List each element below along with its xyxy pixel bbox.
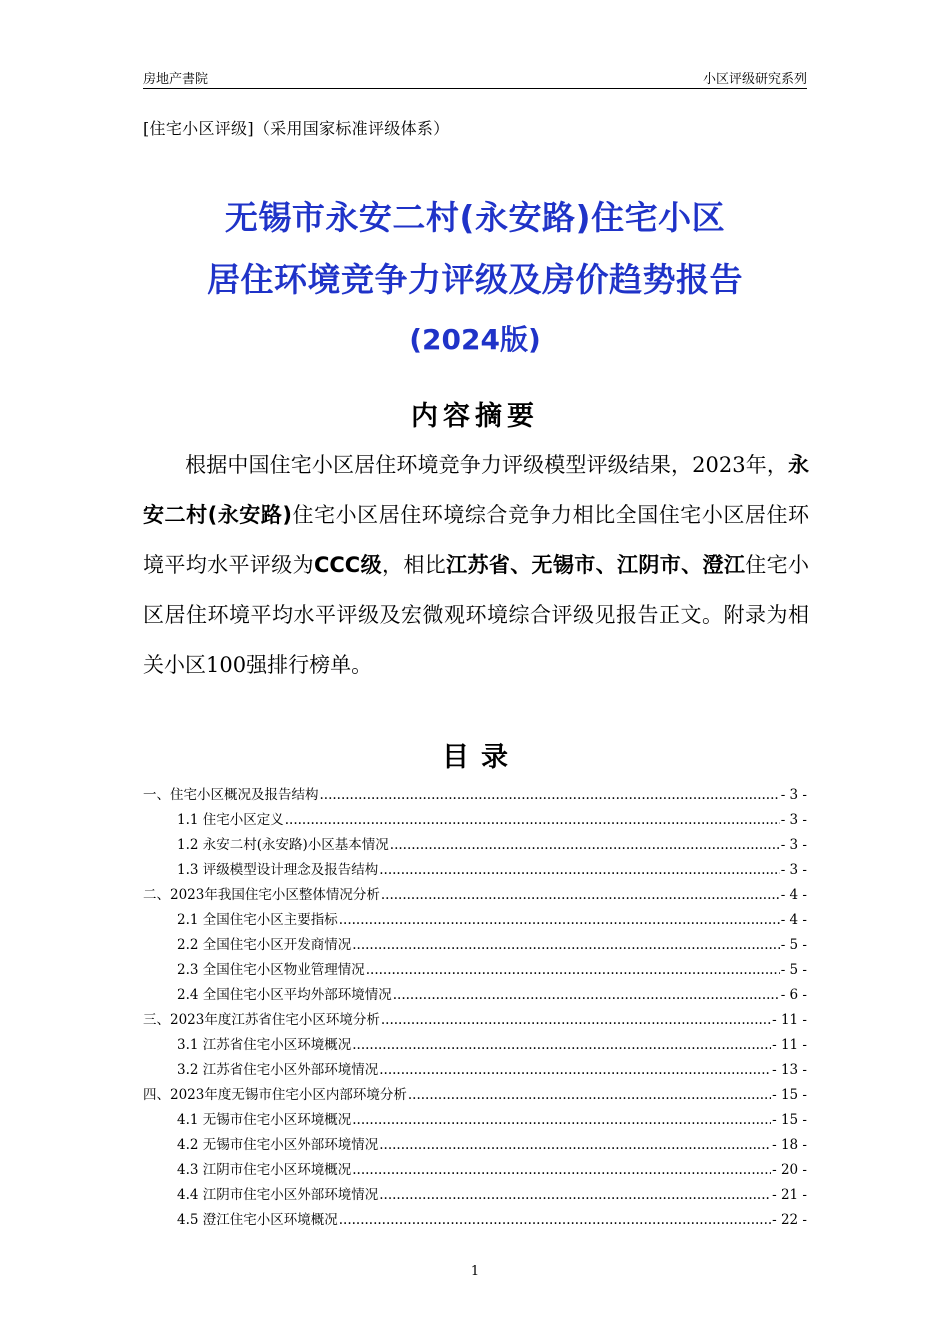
toc-entry[interactable]	[143, 1158, 807, 1183]
toc-entry-label: 4.4 江阴市住宅小区外部环境情况	[177, 1187, 379, 1203]
toc-entry-page: - 15 -	[772, 1112, 807, 1128]
toc-leader-dots	[379, 862, 779, 878]
toc-entry-label: 1.2 永安二村(永安路)小区基本情况	[177, 837, 389, 853]
toc-entry-label: 1.3 评级模型设计理念及报告结构	[177, 862, 379, 878]
toc-entry-page: - 3 -	[780, 812, 807, 828]
header-publisher: 房地产書院	[143, 72, 209, 87]
toc-entry-page: - 3 -	[780, 837, 807, 853]
toc-entry[interactable]	[143, 908, 807, 933]
toc-entry[interactable]	[143, 1183, 807, 1208]
toc-leader-dots	[352, 1112, 771, 1128]
toc-leader-dots	[379, 1137, 771, 1153]
toc-entry-label: 1.1 住宅小区定义	[177, 812, 284, 828]
toc-entry[interactable]	[143, 1008, 807, 1033]
toc-leader-dots	[366, 962, 780, 978]
toc-entry-label: 4.1 无锡市住宅小区环境概况	[177, 1112, 352, 1128]
toc-leader-dots	[352, 937, 779, 953]
toc-leader-dots	[339, 1212, 771, 1228]
toc-entry[interactable]	[143, 1108, 807, 1133]
toc-entry-label: 二、2023年我国住宅小区整体情况分析	[143, 887, 380, 903]
toc-leader-dots	[393, 987, 780, 1003]
page-number: 1	[470, 1264, 480, 1279]
toc-entry-page: - 3 -	[780, 862, 807, 878]
abstract-rating: CCC级	[313, 553, 382, 577]
toc-entry[interactable]	[143, 858, 807, 883]
toc-leader-dots	[352, 1037, 771, 1053]
report-edition: (2024版)	[409, 323, 541, 356]
toc-entry-page: - 20 -	[772, 1162, 807, 1178]
toc-entry[interactable]	[143, 783, 807, 808]
toc-entry-label: 4.3 江阴市住宅小区环境概况	[177, 1162, 352, 1178]
toc-entry[interactable]	[143, 983, 807, 1008]
toc-heading: 目录	[442, 742, 520, 773]
toc-entry-page: - 3 -	[780, 787, 807, 803]
toc-leader-dots	[379, 1062, 771, 1078]
toc-entry[interactable]	[143, 808, 807, 833]
toc-entry-page: - 18 -	[772, 1137, 807, 1153]
toc-leader-dots	[381, 887, 780, 903]
abstract-paragraph	[143, 440, 809, 690]
toc-entry[interactable]	[143, 1133, 807, 1158]
toc-entry-label: 三、2023年度江苏省住宅小区环境分析	[143, 1012, 380, 1028]
report-title-line-1: 无锡市永安二村(永安路)住宅小区	[224, 198, 726, 237]
toc-entry[interactable]	[143, 958, 807, 983]
toc-entry[interactable]	[143, 1058, 807, 1083]
toc-entry-label: 3.2 江苏省住宅小区外部环境情况	[177, 1062, 379, 1078]
report-category-tag: [住宅小区评级]（采用国家标准评级体系）	[143, 119, 450, 138]
toc-entry-page: - 21 -	[772, 1187, 807, 1203]
toc-entry-label: 4.2 无锡市住宅小区外部环境情况	[177, 1137, 379, 1153]
toc-entry[interactable]	[143, 1083, 807, 1108]
toc-leader-dots	[320, 787, 780, 803]
toc-leader-dots	[408, 1087, 771, 1103]
toc-entry-label: 一、住宅小区概况及报告结构	[143, 787, 319, 803]
toc-leader-dots	[339, 912, 780, 928]
abstract-regions: 江苏省、无锡市、江阴市、澄江	[446, 553, 746, 577]
toc-entry[interactable]	[143, 1033, 807, 1058]
table-of-contents	[143, 783, 807, 1233]
toc-entry-page: - 11 -	[772, 1037, 807, 1053]
page-header	[143, 66, 807, 89]
toc-entry-page: - 15 -	[772, 1087, 807, 1103]
toc-entry-label: 2.3 全国住宅小区物业管理情况	[177, 962, 365, 978]
toc-entry-page: - 4 -	[780, 912, 807, 928]
abstract-community-name: 永安二村(永安路)	[143, 453, 809, 527]
toc-entry-label: 2.2 全国住宅小区开发商情况	[177, 937, 352, 953]
toc-entry-label: 3.1 江苏省住宅小区环境概况	[177, 1037, 352, 1053]
toc-entry-label: 2.1 全国住宅小区主要指标	[177, 912, 338, 928]
report-title-line-2: 居住环境竞争力评级及房价趋势报告	[207, 260, 743, 299]
abstract-text-4: 住宅小区居住环境平均水平评级及宏微观环境综合评级见报告正文。附录为相关小区100强排行榜单。	[143, 553, 810, 677]
abstract-text-1: 根据中国住宅小区居住环境竞争力评级模型评级结果，2023年，	[185, 453, 788, 477]
toc-entry[interactable]	[143, 833, 807, 858]
toc-entry-page: - 13 -	[772, 1062, 807, 1078]
header-series: 小区评级研究系列	[702, 72, 807, 87]
toc-entry-page: - 4 -	[780, 887, 807, 903]
toc-leader-dots	[379, 1187, 771, 1203]
toc-entry-page: - 5 -	[780, 962, 807, 978]
toc-entry[interactable]	[143, 1208, 807, 1233]
abstract-text-2: 住宅小区居住环境综合竞争力相比全国住宅小区居住环境平均水平评级为	[143, 503, 810, 577]
toc-entry[interactable]	[143, 883, 807, 908]
toc-entry-page: - 5 -	[780, 937, 807, 953]
abstract-heading: 内容摘要	[411, 401, 539, 432]
toc-leader-dots	[352, 1162, 771, 1178]
toc-entry-page: - 11 -	[772, 1012, 807, 1028]
toc-entry-label: 四、2023年度无锡市住宅小区内部环境分析	[143, 1087, 407, 1103]
toc-entry-label: 4.5 澄江住宅小区环境概况	[177, 1212, 338, 1228]
toc-entry-page: - 22 -	[772, 1212, 807, 1228]
abstract-text-3: ，相比	[381, 553, 447, 577]
toc-entry-label: 2.4 全国住宅小区平均外部环境情况	[177, 987, 392, 1003]
toc-leader-dots	[381, 1012, 771, 1028]
toc-leader-dots	[390, 837, 780, 853]
toc-leader-dots	[285, 812, 780, 828]
toc-entry[interactable]	[143, 933, 807, 958]
toc-entry-page: - 6 -	[780, 987, 807, 1003]
